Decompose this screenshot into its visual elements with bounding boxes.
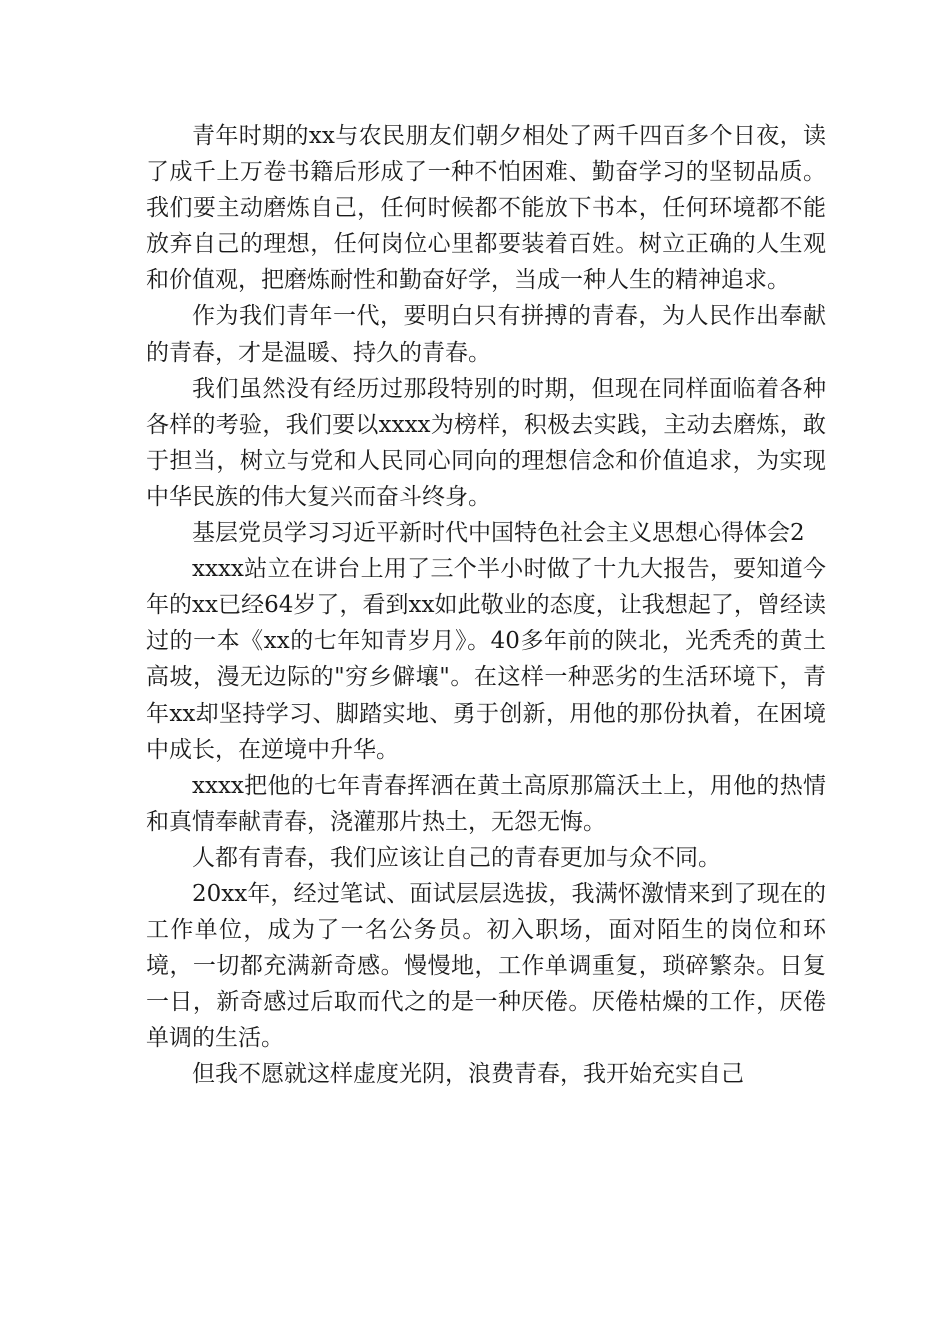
section-heading: 基层党员学习习近平新时代中国特色社会主义思想心得体会2: [192, 520, 805, 547]
paragraph-9: 但我不愿就这样虚度光阴，浪费青春，我开始充实自己: [192, 1061, 744, 1088]
paragraph-8: 20xx年，经过笔试、面试层层选拔，我满怀激情来到了现在的工作单位，成为了一名公务员。初入职场，面对陌生的岗位和环境，一切都充满新奇感。慢慢地，工作单调重复，琐碎繁杂。日复一日，新奇感过后取而代之的是一种厌倦。厌倦枯燥的工作，厌倦单调的生活。: [146, 880, 826, 1052]
paragraph-7: 人都有青春，我们应该让自己的青春更加与众不同。: [192, 844, 721, 871]
paragraph-2: 作为我们青年一代，要明白只有拼搏的青春，为人民作出奉献的青春，才是温暖、持久的青春。: [146, 303, 826, 366]
document-body: [146, 118, 826, 1093]
paragraph-5: xxxx站立在讲台上用了三个半小时做了十九大报告，要知道今年的xx已经64岁了，看到xx如此敬业的态度，让我想起了，曾经读过的一本《xx的七年知青岁月》。40多年前的陕北，光秃秃的黄土高坡，漫无边际的"穷乡僻壤"。在这样一种恶劣的生活环境下，青年xx却坚持学习、脚踏实地、勇于创新，用他的那份执着，在困境中成长，在逆境中升华。: [146, 556, 826, 763]
paragraph-1: 青年时期的xx与农民朋友们朝夕相处了两千四百多个日夜，读了成千上万卷书籍后形成了一种不怕困难、勤奋学习的坚韧品质。我们要主动磨炼自己，任何时候都不能放下书本，任何环境都不能放弃自己的理想，任何岗位心里都要装着百姓。树立正确的人生观和价值观，把磨炼耐性和勤奋好学，当成一种人生的精神追求。: [146, 123, 826, 294]
paragraph-3: 我们虽然没有经历过那段特别的时期，但现在同样面临着各种各样的考验，我们要以xxxx为榜样，积极去实践，主动去磨炼，敢于担当，树立与党和人民同心同向的理想信念和价值追求，为实现中华民族的伟大复兴而奋斗终身。: [146, 375, 826, 510]
paragraph-6: xxxx把他的七年青春挥洒在黄土高原那篇沃土上，用他的热情和真情奉献青春，浇灌那片热土，无怨无悔。: [146, 772, 826, 835]
